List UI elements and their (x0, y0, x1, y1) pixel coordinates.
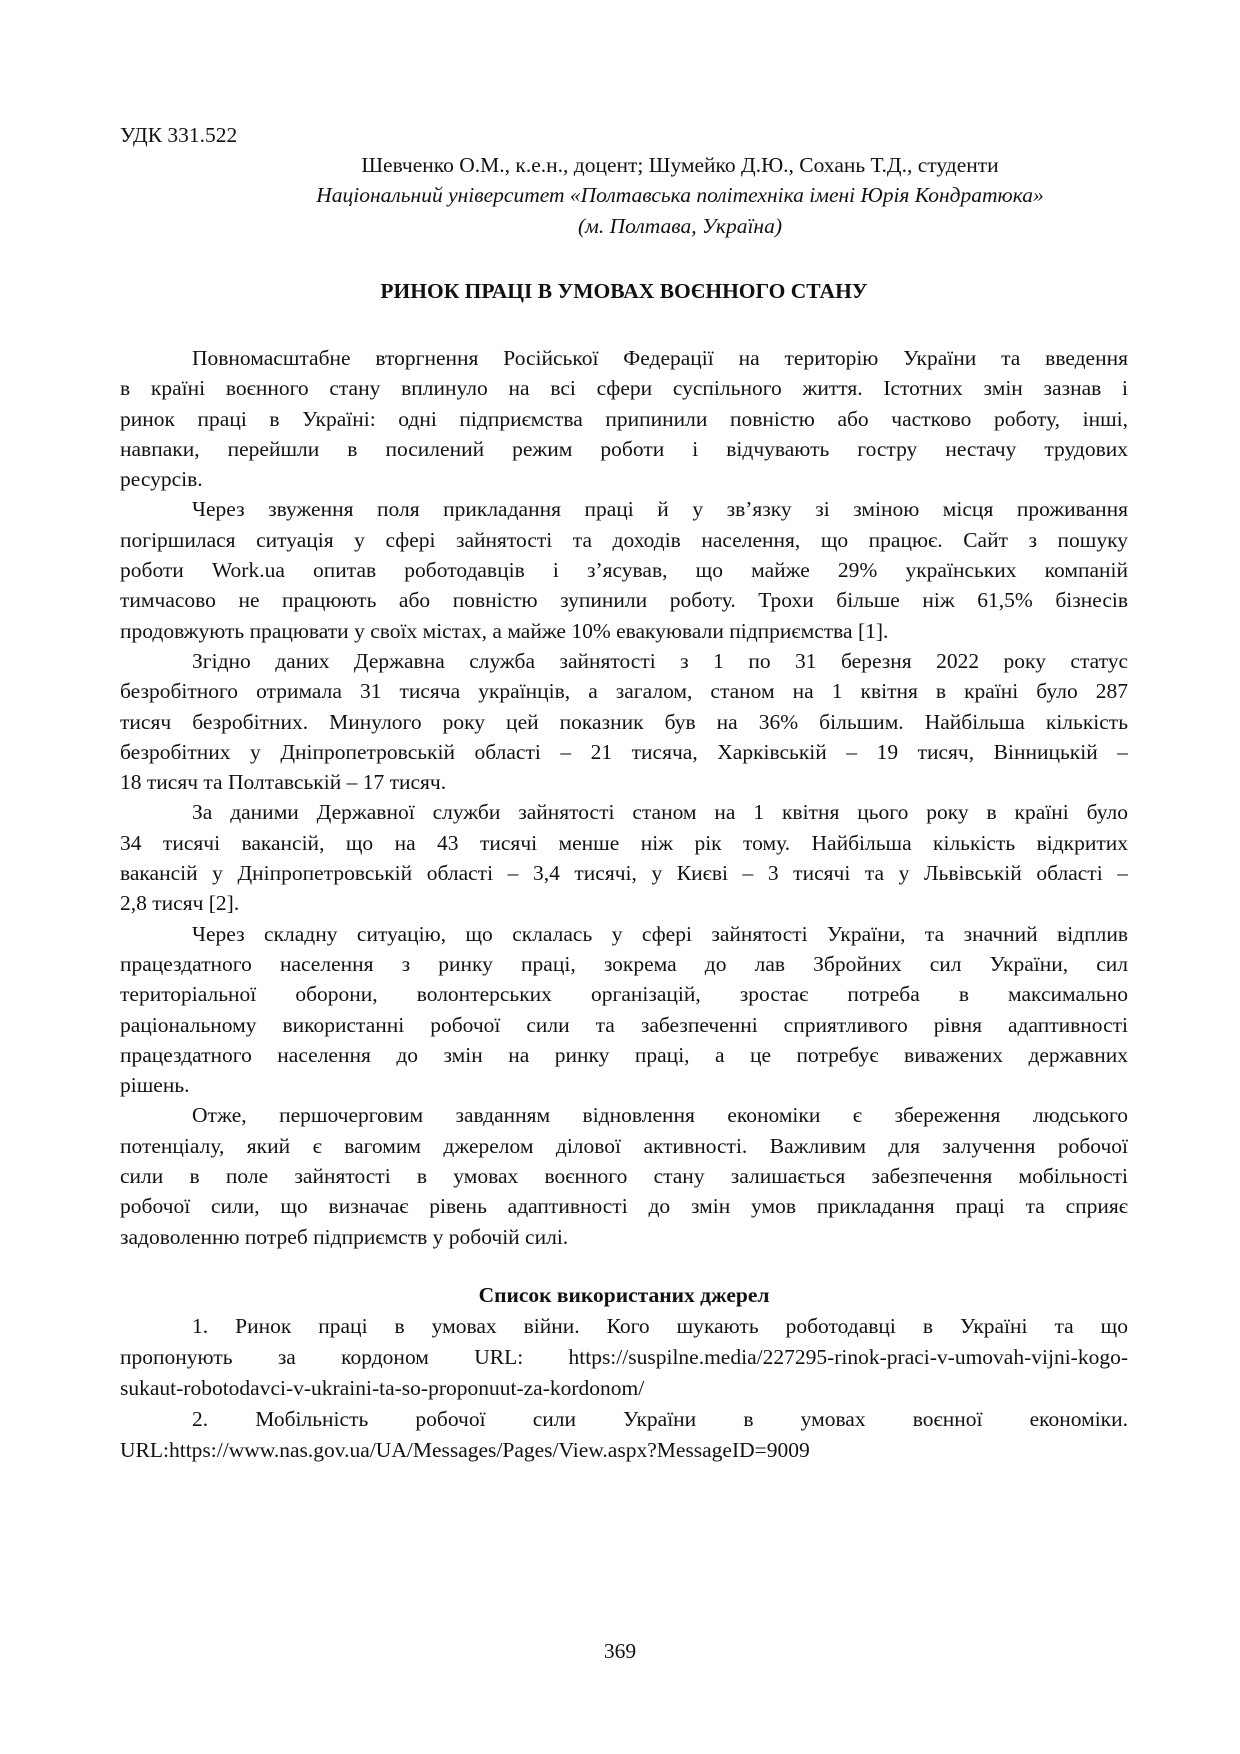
paragraph (120, 494, 1128, 645)
institution: Національний університет «Полтавська політехніка імені Юрія Кондратюка» (316, 183, 1044, 207)
text-line: Згідно даних Державна служба зайнятості з 1 по 31 березня 2022 року статус (192, 648, 1128, 673)
text-line: 2. Мобільність робочої сили України в умовах воєнної економіки. (192, 1407, 1128, 1431)
text-line: sukaut-robotodavci-v-ukraini-ta-so-proponuut-za-kordonom/ (120, 1376, 645, 1400)
text-line: працездатного населення з ринку праці, зокрема до лав Збройних сил України, сил (120, 951, 1128, 976)
paragraph (120, 646, 1128, 797)
text-line: тимчасово не працюють або повністю зупинили роботу. Трохи більше ніж 61,5% бізнесів (120, 588, 1128, 613)
reference-item (120, 1404, 1128, 1466)
text-line: безробітних у Дніпропетровській області – 21 тисяча, Харківській – 19 тисяч, Вінницькій – (120, 739, 1128, 764)
reference-item (120, 1311, 1128, 1404)
text-line: робочої сили, що визначає рівень адаптивності до змін умов прикладання праці та сприяє (120, 1194, 1128, 1219)
text-line: погіршилася ситуація у сфері зайнятості та доходів населення, що працює. Сайт з пошуку (120, 527, 1128, 552)
text-line: Через звуження поля прикладання праці й у зв’язку зі зміною місця проживання (192, 497, 1128, 522)
text-line: безробітного отримала 31 тисяча українців, а загалом, станом на 1 квітня в країні було 287 (120, 679, 1128, 704)
text-line: раціональному використанні робочої сили та забезпеченні сприятливого рівня адаптивності (120, 1012, 1128, 1037)
paragraph (120, 919, 1128, 1101)
text-line: 2,8 тисяч [2]. (120, 891, 240, 916)
text-line: тисяч безробітних. Минулого року цей показник був на 36% більшим. Найбільша кількість (120, 709, 1128, 734)
text-line: продовжують працювати у своїх містах, а майже 10% евакуювали підприємства [1]. (120, 618, 889, 643)
text-line: За даними Державної служби зайнятості станом на 1 квітня цього року в країні було (192, 800, 1128, 825)
text-line: 18 тисяч та Полтавській – 17 тисяч. (120, 770, 447, 795)
text-line: ринок праці в Україні: одні підприємства припинили повністю або частково роботу, інші, (120, 406, 1128, 431)
article-body (120, 343, 1128, 1252)
paragraph (120, 1100, 1128, 1251)
text-line: Через складну ситуацію, що склалась у сфері зайнятості України, та значний відплив (192, 921, 1128, 946)
text-line: сили в поле зайнятості в умовах воєнного стану залишається забезпечення мобільності (120, 1164, 1128, 1189)
text-line: задоволенню потреб підприємств у робочій силі. (120, 1224, 569, 1249)
text-line: 1. Ринок праці в умовах війни. Кого шукають роботодавці в Україні та що (192, 1314, 1128, 1338)
city: (м. Полтава, Україна) (577, 214, 782, 238)
udk-code: УДК 331.522 (120, 123, 238, 147)
text-line: вакансій у Дніпропетровській області – 3,4 тисячі, у Києві – 3 тисячі та у Львівській області – (120, 861, 1128, 886)
paragraph (120, 797, 1128, 918)
article-title: РИНОК ПРАЦІ В УМОВАХ ВОЄННОГО СТАНУ (380, 279, 868, 303)
references-title: Список використаних джерел (478, 1283, 770, 1307)
text-line: ресурсів. (120, 467, 203, 492)
text-line: Повномасштабне вторгнення Російської Федерації на територію України та введення (192, 346, 1128, 370)
text-line: потенціалу, який є вагомим джерелом ділової активності. Важливим для залучення робочої (120, 1133, 1128, 1158)
text-line: навпаки, перейшли в посилений режим роботи і відчувають гостру нестачу трудових (120, 436, 1128, 461)
text-line: в країні воєнного стану вплинуло на всі сфери суспільного життя. Істотних змін зазнав і (120, 376, 1128, 401)
paragraph (120, 343, 1128, 494)
text-line: пропонують за кордоном URL: https://suspilne.media/227295-rinok-praci-v-umovah-vijni-kogo- (120, 1345, 1128, 1369)
references-list (120, 1311, 1128, 1466)
text-line: роботи Work.ua опитав роботодавців і з’ясував, що майже 29% українських компаній (120, 558, 1128, 583)
page-number: 369 (603, 1639, 637, 1663)
text-line: територіальної оборони, волонтерських організацій, зростає потреба в максимально (120, 982, 1128, 1007)
text-line: працездатного населення до змін на ринку праці, а це потребує виважених державних (120, 1042, 1128, 1067)
text-line: 34 тисячі вакансій, що на 43 тисячі менше ніж рік тому. Найбільша кількість відкритих (120, 830, 1128, 855)
text-line: Отже, першочерговим завданням відновлення економіки є збереження людського (192, 1103, 1128, 1128)
text-line: рішень. (120, 1073, 190, 1098)
authors: Шевченко О.М., к.е.н., доцент; Шумейко Д.Ю., Сохань Т.Д., студенти (361, 153, 999, 177)
text-line: URL:https://www.nas.gov.ua/UA/Messages/Pages/View.aspx?MessageID=9009 (120, 1438, 810, 1462)
